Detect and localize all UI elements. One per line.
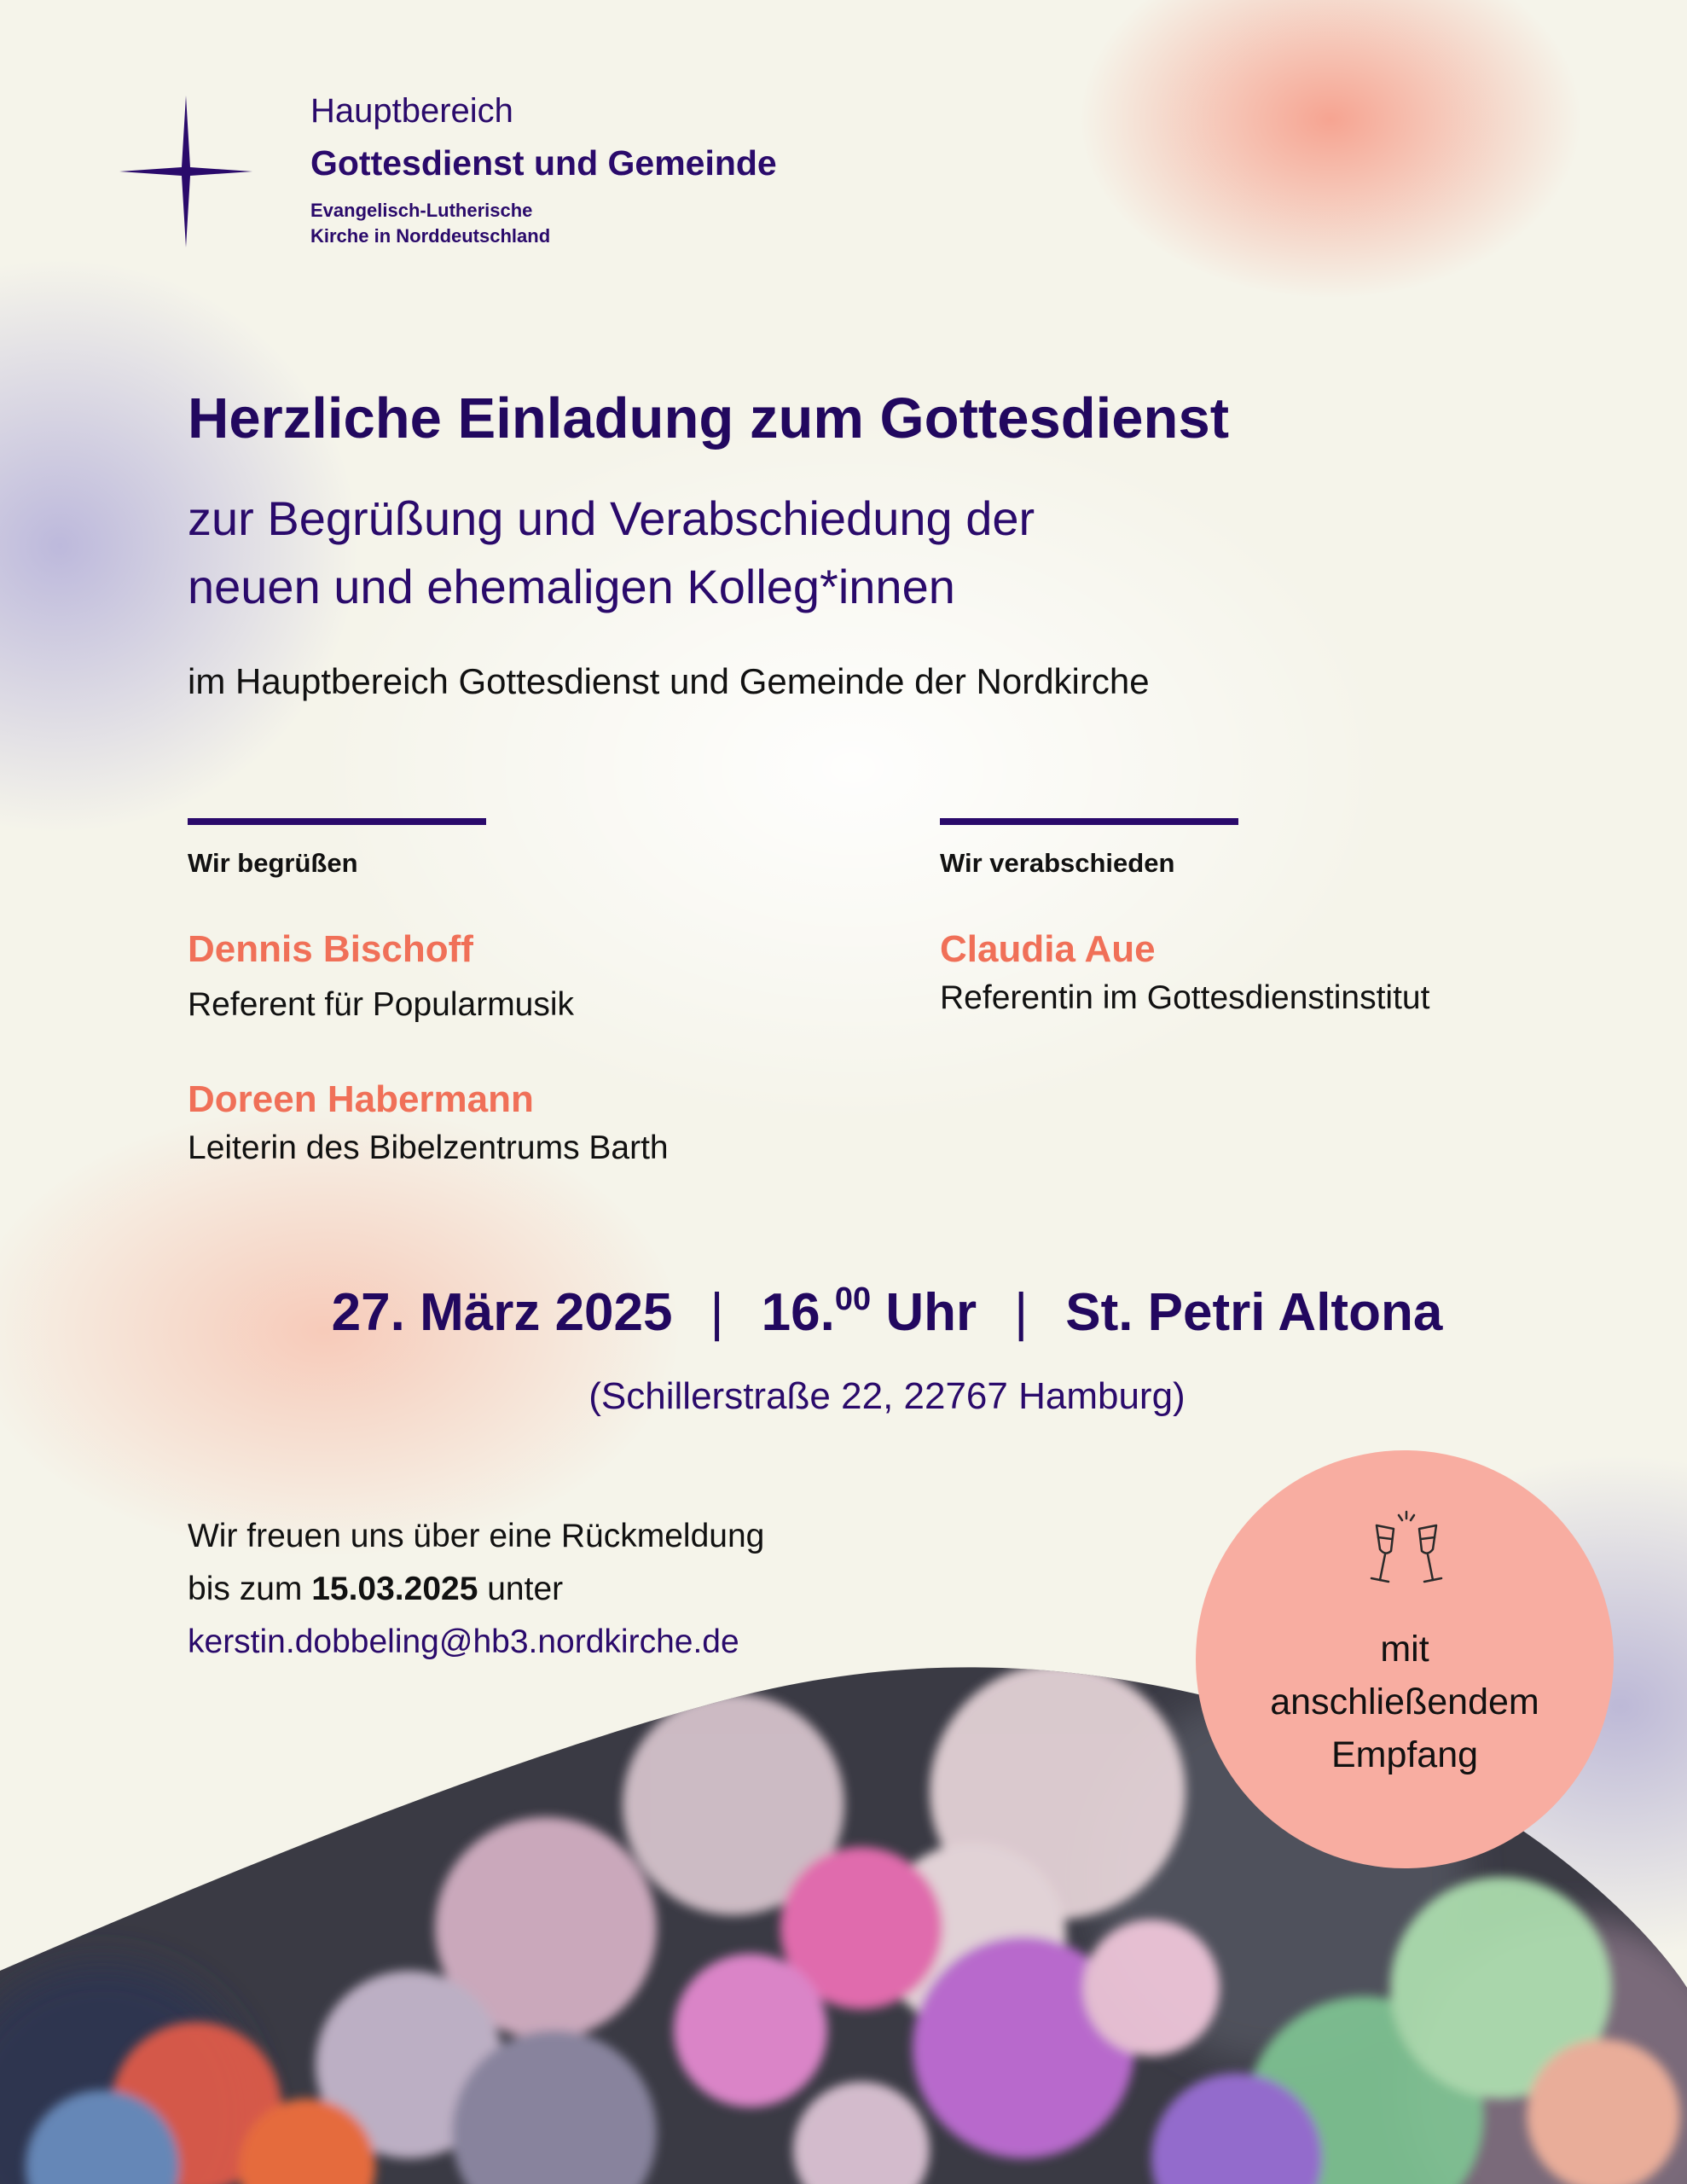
logo-line-3b: Kirche in Norddeutschland — [310, 225, 551, 247]
event-time-unit: Uhr — [885, 1283, 977, 1342]
farewell-person-role: Referentin im Gottesdienstinstitut — [940, 979, 1430, 1016]
separator: | — [710, 1283, 724, 1342]
page-title: Herzliche Einladung zum Gottesdienst — [188, 386, 1230, 450]
welcome-heading: Wir begrüßen — [188, 848, 358, 878]
farewell-person-name: Claudia Aue — [940, 928, 1156, 970]
champagne-glasses-icon — [1368, 1508, 1445, 1590]
logo-line-2: Gottesdienst und Gemeinde — [310, 143, 777, 183]
reception-badge-text — [1196, 1623, 1614, 1781]
rsvp-block — [188, 1510, 764, 1669]
separator: | — [1014, 1283, 1029, 1342]
subtitle-line-2: neuen und ehemaligen Kolleg*innen — [188, 560, 955, 613]
badge-line-2: anschließendem — [1270, 1682, 1539, 1722]
event-date: 27. März 2025 — [331, 1283, 673, 1342]
subtitle — [188, 485, 1035, 621]
cross-icon — [119, 96, 252, 247]
welcome-person-role: Referent für Popularmusik — [188, 986, 575, 1023]
subtitle-line-1: zur Begrüßung und Verabschiedung der — [188, 491, 1035, 545]
event-time — [762, 1283, 977, 1342]
rsvp-line-2-post: unter — [478, 1571, 564, 1607]
welcome-person-name: Dennis Bischoff — [188, 928, 473, 970]
welcome-person-role: Leiterin des Bibelzentrums Barth — [188, 1130, 669, 1166]
rsvp-deadline: 15.03.2025 — [311, 1571, 478, 1607]
logo-line-1: Hauptbereich — [310, 92, 513, 130]
rsvp-line-2-pre: bis zum — [188, 1571, 312, 1607]
event-location: St. Petri Altona — [1065, 1283, 1443, 1342]
event-address: (Schillerstraße 22, 22767 Hamburg) — [588, 1375, 1186, 1417]
badge-line-1: mit — [1380, 1629, 1429, 1670]
farewell-heading: Wir verabschieden — [940, 848, 1175, 878]
welcome-person-name: Doreen Habermann — [188, 1078, 534, 1120]
welcome-rule — [188, 818, 486, 825]
event-time-hour: 16. — [761, 1283, 835, 1342]
event-time-minutes: 00 — [834, 1281, 872, 1317]
rsvp-email-link[interactable]: kerstin.dobbeling@hb3.nordkirche.de — [188, 1623, 739, 1660]
logo-line-3 — [310, 198, 550, 249]
context-line: im Hauptbereich Gottesdienst und Gemeinde der Nordkirche — [188, 661, 1150, 701]
event-details — [0, 1281, 1687, 1343]
logo-line-3a: Evangelisch-Lutherische — [310, 200, 533, 221]
farewell-rule — [940, 818, 1238, 825]
rsvp-line-2 — [188, 1563, 764, 1616]
rsvp-line-1: Wir freuen uns über eine Rückmeldung — [188, 1518, 765, 1554]
badge-line-3: Empfang — [1330, 1734, 1479, 1775]
